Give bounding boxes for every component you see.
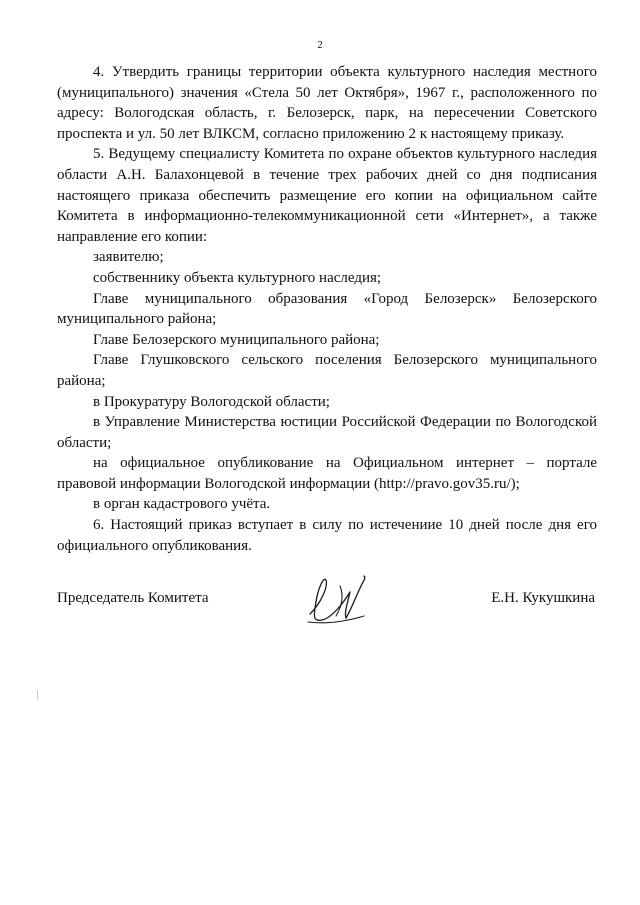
recipient-head-belozersk: Главе муниципального образования «Город Белозерск» Белозерского муниципального района; <box>57 290 597 328</box>
recipient-prosecutor: в Прокуратуру Вологодской области; <box>93 393 330 410</box>
recipient-head-district: Главе Белозерского муниципального района; <box>93 331 380 348</box>
page-number: 2 <box>317 39 323 51</box>
handwritten-signature <box>304 572 376 628</box>
paragraph-item-5: 5. Ведущему специалисту Комитета по охране объектов культурного наследия области А.Н. Балахонцевой в течение трех рабочих дней со дня подписания настоящего приказа обеспечить размещение его копии на официальном сайте Комитета в информационно-телекоммуникационной сети «Интернет», а также направление его копии: <box>57 146 597 245</box>
recipient-head-glushkovo: Главе Глушковского сельского поселения Белозерского муниципального района; <box>57 352 597 389</box>
signatory-name: Е.Н. Кукушкина <box>491 590 595 606</box>
recipient-official-publication: на официальное опубликование на Официальном интернет – портале правовой информации Вологодской информации (http://pravo.gov35.ru/); <box>57 455 597 492</box>
paragraph-item-4: 4. Утвердить границы территории объекта культурного наследия местного (муниципального) значения «Стела 50 лет Октября», 1967 г., расположенного по адресу: Вологодская область, г. Белозерск, парк, на пересечении Советского проспекта и ул. 50 лет ВЛКСМ, согласно приложению 2 к настоящему приказу. <box>57 64 597 142</box>
paragraph-item-6: 6. Настоящий приказ вступает в силу по истечениие 10 дней после дня его официального опубликования. <box>57 517 597 554</box>
scan-artifact <box>37 690 38 700</box>
recipient-owner: собственнику объекта культурного наследия; <box>93 269 382 286</box>
signatory-title: Председатель Комитета <box>57 590 209 606</box>
recipient-cadastral-office: в орган кадастрового учёта. <box>93 496 271 513</box>
order-body <box>57 62 597 556</box>
recipient-applicant: заявителю; <box>93 249 164 266</box>
recipient-justice-ministry: в Управление Министерства юстиции Российской Федерации по Вологодской области; <box>57 414 597 451</box>
